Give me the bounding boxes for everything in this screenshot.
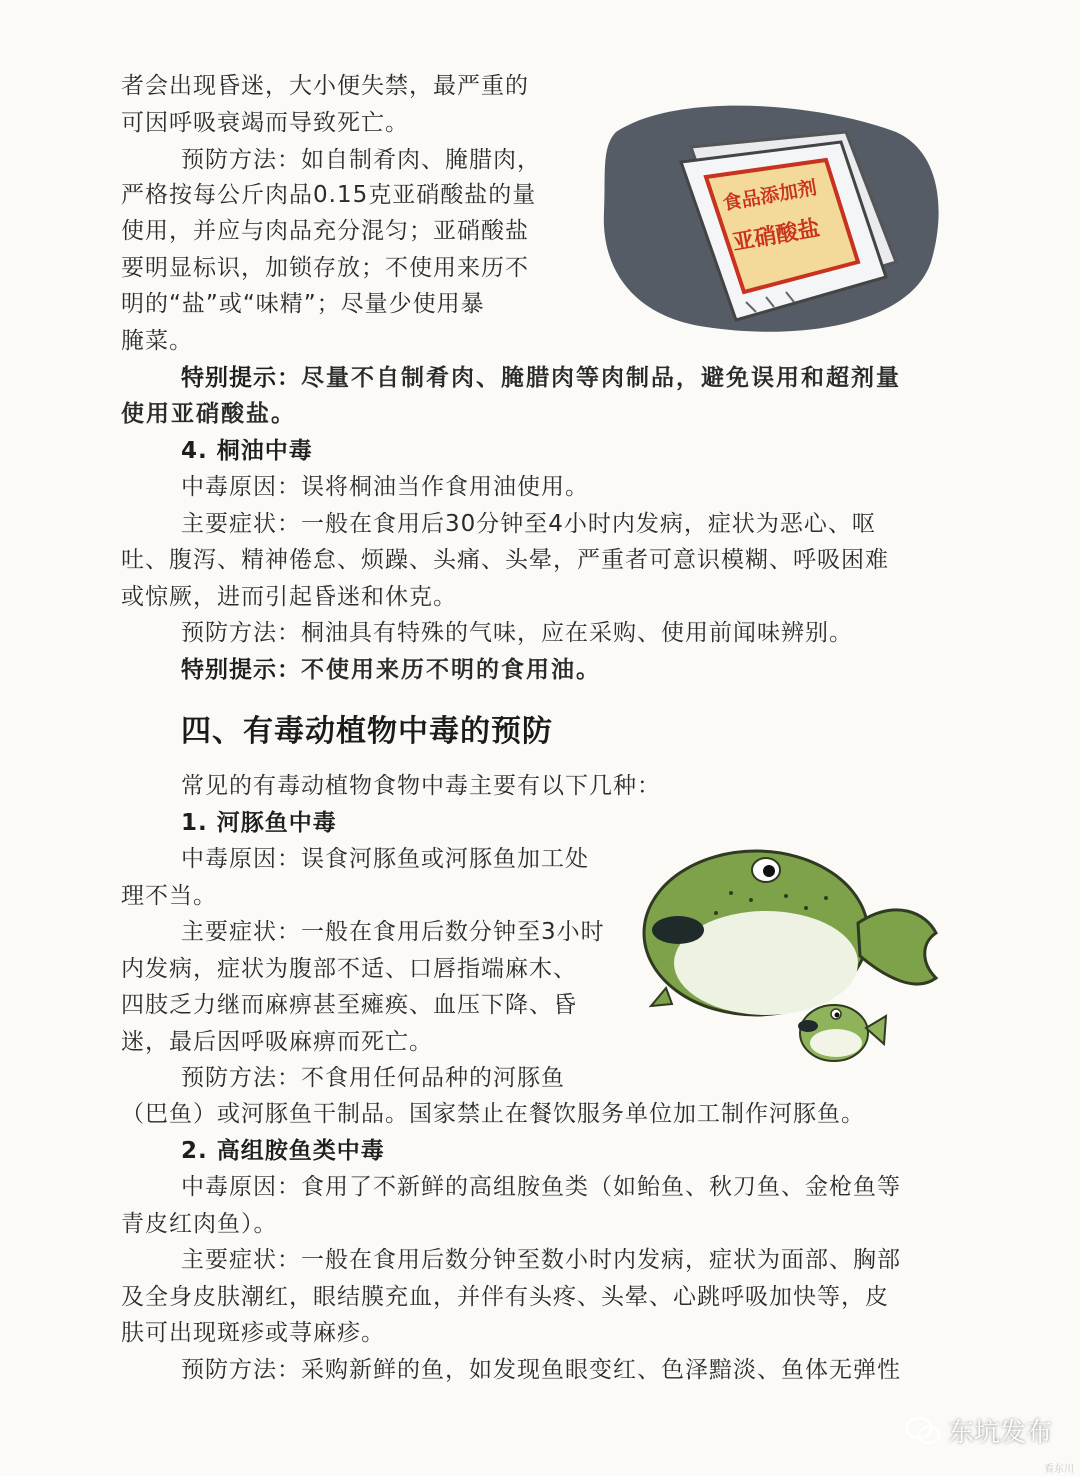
wechat-icon [906, 1416, 940, 1446]
package-label-line2: 亚硝酸盐 [730, 216, 822, 256]
body-text-line: 肤可出现斑疹或荨麻疹。 [121, 1320, 385, 1346]
body-text-line: 青皮红肉鱼）。 [121, 1211, 278, 1237]
body-text-line: 中毒原因：食用了不新鲜的高组胺鱼类（如鲐鱼、秋刀鱼、金枪鱼等 [181, 1174, 901, 1200]
special-tip-text: 使用亚硝酸盐。 [121, 400, 296, 427]
body-text-line: 或惊厥，进而引起昏迷和休克。 [121, 584, 457, 610]
nitrite-package-illustration [596, 92, 948, 342]
subsection-heading: 4. 桐油中毒 [181, 438, 313, 464]
subsection-heading: 2. 高组胺鱼类中毒 [181, 1138, 385, 1164]
body-text-line: 中毒原因：误将桐油当作食用油使用。 [181, 474, 589, 500]
section-title: 四、有毒动植物中毒的预防 [181, 714, 553, 749]
body-text-line: 腌菜。 [121, 328, 193, 354]
special-tip-label: 特别提示： [181, 657, 301, 683]
body-text-line: 吐、腹泻、精神倦怠、烦躁、头痛、头晕，严重者可意识模糊、呼吸困难 [121, 547, 889, 573]
body-text-line: 要明显标识，加锁存放；不使用来历不 [121, 255, 529, 281]
special-tip-line [181, 363, 901, 393]
body-text-line: 预防方法：桐油具有特殊的气味，应在采购、使用前闻味辨别。 [181, 620, 853, 646]
body-text-line: 主要症状：一般在食用后30分钟至4小时内发病，症状为恶心、呕 [181, 511, 876, 537]
body-text-line: 中毒原因：误食河豚鱼或河豚鱼加工处 [181, 846, 589, 872]
watermark-text: 东坑发布 [947, 1418, 1052, 1448]
body-text-line: 主要症状：一般在食用后数分钟至3小时 [181, 919, 605, 945]
body-text-line: 内发病，症状为腹部不适、口唇指端麻木、 [121, 956, 577, 982]
body-text-line: 理不当。 [121, 883, 217, 909]
special-tip-text: 尽量不自制肴肉、腌腊肉等肉制品，避免误用和超剂量 [301, 364, 901, 391]
subsection-heading: 1. 河豚鱼中毒 [181, 810, 337, 836]
body-text-line: 迷，最后因呼吸麻痹而死亡。 [121, 1029, 433, 1055]
special-tip-label: 特别提示： [181, 365, 301, 391]
body-text-line: 明的“盐”或“味精”；尽量少使用暴 [121, 291, 485, 317]
watermark-small-text: 看东川 [1044, 1464, 1074, 1475]
special-tip-line [181, 655, 601, 685]
body-text-line: 常见的有毒动植物食物中毒主要有以下几种： [181, 773, 661, 799]
body-text-line: 严格按每公斤肉品0.15克亚硝酸盐的量 [121, 182, 537, 208]
pufferfish-illustration [636, 838, 946, 1070]
body-text-line: 及全身皮肤潮红，眼结膜充血，并伴有头疼、头晕、心跳呼吸加快等，皮 [121, 1284, 889, 1310]
body-text-line: 预防方法：不食用任何品种的河豚鱼 [181, 1065, 565, 1091]
body-text-line: 主要症状：一般在食用后数分钟至数小时内发病，症状为面部、胸部 [181, 1247, 901, 1273]
body-text-line: 使用，并应与肉品充分混匀；亚硝酸盐 [121, 218, 529, 244]
package-label-line1: 食品添加剂 [721, 176, 819, 215]
special-tip-text: 不使用来历不明的食用油。 [301, 656, 601, 683]
body-text-line: 者会出现昏迷，大小便失禁，最严重的 [121, 73, 529, 99]
body-text-line: 预防方法：采购新鲜的鱼，如发现鱼眼变红、色泽黯淡、鱼体无弹性 [181, 1357, 901, 1383]
body-text-line: 可因呼吸衰竭而导致死亡。 [121, 110, 409, 136]
body-text-line: 预防方法：如自制肴肉、腌腊肉， [181, 147, 541, 173]
watermark [906, 1412, 1052, 1449]
body-text-line: 四肢乏力继而麻痹甚至瘫痪、血压下降、昏 [121, 992, 577, 1018]
body-text-line: （巴鱼）或河豚鱼干制品。国家禁止在餐饮服务单位加工制作河豚鱼。 [121, 1101, 865, 1127]
